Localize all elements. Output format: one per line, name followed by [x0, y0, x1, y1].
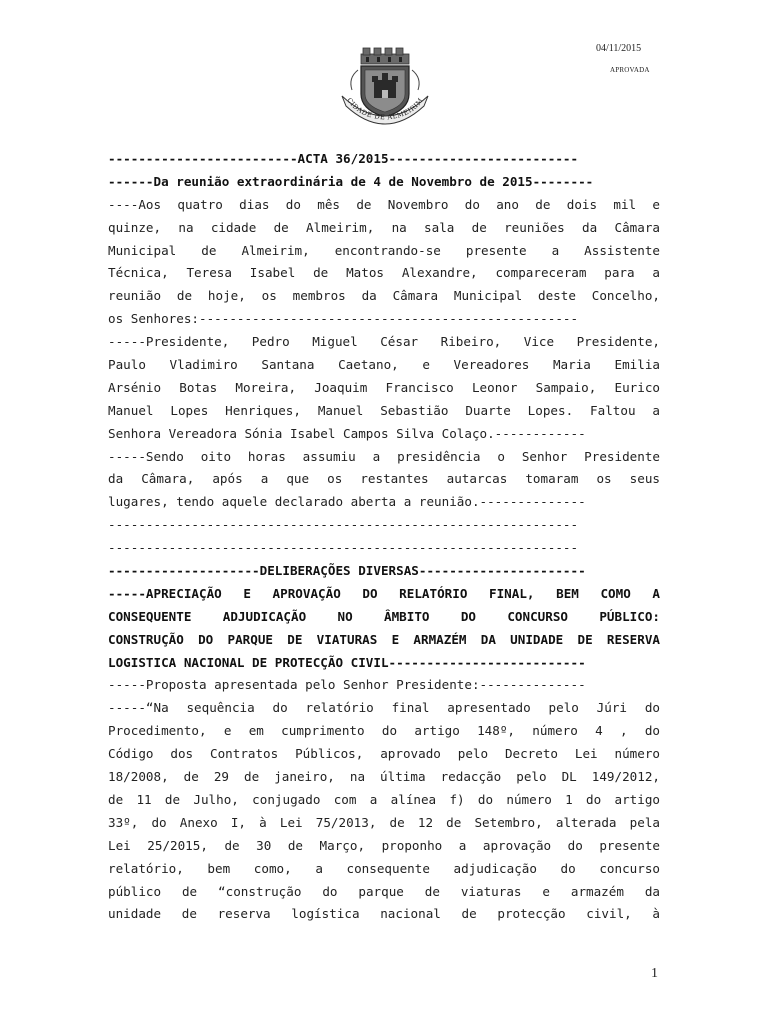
minutes-title: -------------------------ACTA 36/2015------------------------- — [108, 151, 579, 166]
section-heading: --------------------DELIBERAÇÕES DIVERSAS---------------------- — [108, 563, 586, 579]
text-line: Arsénio Botas Moreira, Joaquim Francisco Leonor Sampaio, Eurico — [108, 379, 660, 395]
text-line: -----Sendo oito horas assumiu a presidência o Senhor Presidente — [108, 448, 660, 464]
text-line: quinze, na cidade de Almeirim, na sala de reuniões da Câmara — [108, 219, 660, 235]
item-heading: -----APRECIAÇÃO E APROVAÇÃO DO RELATÓRIO FINAL, BEM COMO A — [108, 585, 660, 601]
text-line: 33º, do Anexo I, à Lei 75/2013, de 12 de Setembro, alterada pela — [108, 814, 660, 830]
approval-date: 04/11/2015 — [596, 43, 642, 54]
text-line: Municipal de Almeirim, encontrando-se presente a Assistente — [108, 242, 660, 258]
text-line: os Senhores:-------------------------------------------------- — [108, 311, 579, 327]
text-line: 18/2008, de 29 de janeiro, na última redacção pelo DL 149/2012, — [108, 769, 660, 785]
item-heading: CONSEQUENTE ADJUDICAÇÃO NO ÂMBITO DO CONCURSO PÚBLICO: — [108, 608, 660, 624]
text-line: unidade de reserva logística nacional de protecção civil, à — [108, 906, 660, 922]
text-line: -----“Na sequência do relatório final apresentado pelo Júri do — [108, 700, 660, 716]
text-line: público de “construção do parque de viaturas e armazém da — [108, 883, 660, 899]
municipal-seal-icon — [330, 40, 440, 135]
text-line: relatório, bem como, a consequente adjudicação do concurso — [108, 860, 660, 876]
text-line: reunião de hoje, os membros da Câmara Municipal deste Concelho, — [108, 288, 660, 304]
minutes-text — [108, 148, 660, 926]
svg-text:CIDADE DE ALMEIRIM: CIDADE DE ALMEIRIM — [345, 96, 425, 122]
text-line: de 11 de Julho, conjugado com a alínea f) do número 1 do artigo — [108, 791, 660, 807]
text-line: Senhora Vereadora Sónia Isabel Campos Silva Colaço.------------ — [108, 425, 586, 441]
text-line: -----Proposta apresentada pelo Senhor Presidente:-------------- — [108, 677, 586, 693]
item-heading: CONSTRUÇÃO DO PARQUE DE VIATURAS E ARMAZÉM DA UNIDADE DE RESERVA — [108, 631, 660, 647]
text-line: lugares, tendo aquele declarado aberta a reunião.-------------- — [108, 494, 586, 510]
text-line: -----Presidente, Pedro Miguel César Ribeiro, Vice Presidente, — [108, 334, 660, 350]
meeting-subtitle: ------Da reunião extraordinária de 4 de Novembro de 2015-------- — [108, 173, 594, 189]
item-heading: LOGISTICA NACIONAL DE PROTECÇÃO CIVIL-------------------------- — [108, 654, 586, 670]
text-line: Procedimento, e em cumprimento do artigo 148º, número 4 , do — [108, 723, 660, 739]
text-line: Código dos Contratos Públicos, aprovado pelo Decreto Lei número — [108, 746, 660, 762]
text-line: Lei 25/2015, de 30 de Março, proponho a aprovação do presente — [108, 837, 660, 853]
text-line: Manuel Lopes Henriques, Manuel Sebastião Duarte Lopes. Faltou a — [108, 402, 660, 418]
text-line: ----Aos quatro dias do mês de Novembro do ano de dois mil e — [108, 196, 660, 212]
text-line: da Câmara, após a que os restantes autarcas tomaram os seus — [108, 471, 660, 487]
text-line: Técnica, Teresa Isabel de Matos Alexandre, compareceram para a — [108, 265, 660, 281]
page-number: 1 — [651, 966, 658, 981]
text-line: Paulo Vladimiro Santana Caetano, e Vereadores Maria Emilia — [108, 357, 660, 373]
separator-line: -------------------------------------------------------------- — [108, 517, 579, 533]
approval-status: APROVADA — [610, 66, 650, 74]
separator-line: -------------------------------------------------------------- — [108, 540, 579, 556]
